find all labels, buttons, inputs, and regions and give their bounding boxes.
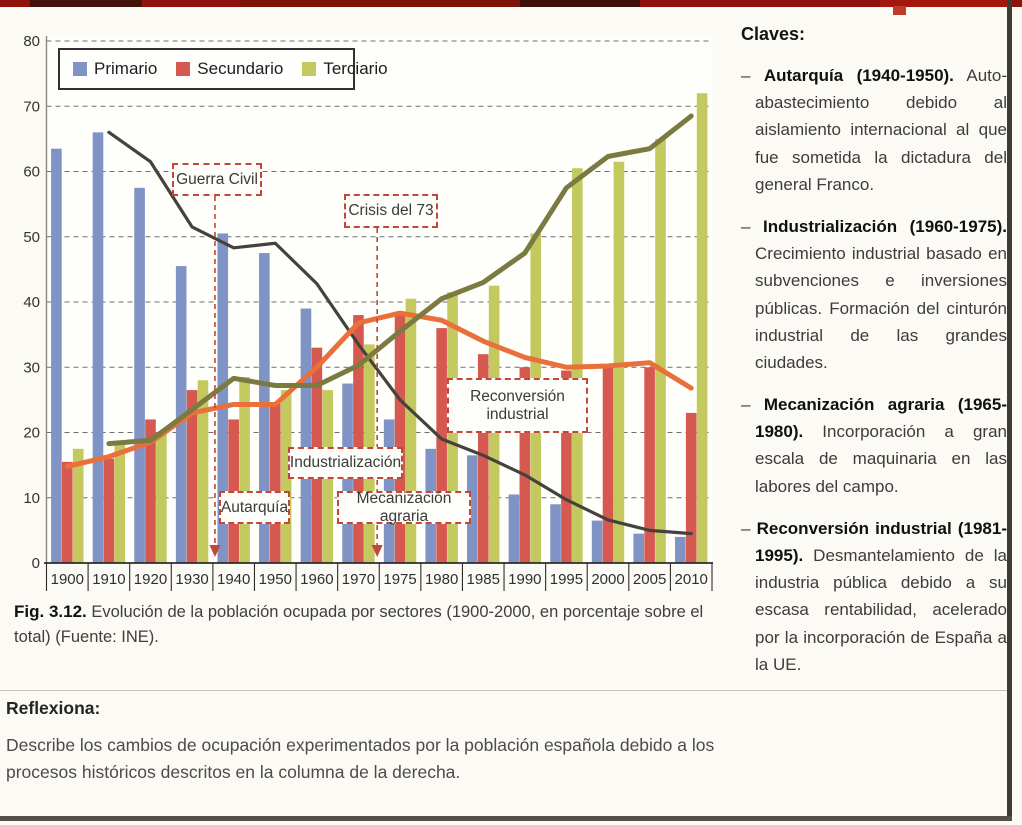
bar xyxy=(644,367,655,563)
reflexiona-block xyxy=(6,698,720,786)
clave-description: Desmantelamiento de la industria pública debido a su escasa rentabilidad, acelerado por la incorporación de España a la UE. xyxy=(755,546,1007,674)
clave-item xyxy=(741,213,1007,376)
legend-label: Primario xyxy=(94,59,158,78)
scan-red-mark xyxy=(893,6,906,15)
x-tick-label: 2000 xyxy=(591,571,625,588)
annotation-industrializacion xyxy=(288,447,403,479)
annotation-mecanizacion-agraria xyxy=(337,491,471,524)
annotation-label: Guerra Civil xyxy=(176,170,258,188)
claves-heading: Claves: xyxy=(741,24,806,44)
x-tick-label: 1970 xyxy=(341,571,376,588)
y-axis-labels xyxy=(23,33,40,572)
legend-label: Secundario xyxy=(197,59,284,78)
bar xyxy=(62,462,73,563)
y-tick-label: 50 xyxy=(23,228,40,246)
x-tick-label: 1980 xyxy=(424,571,459,588)
figure-caption-label: Fig. 3.12. xyxy=(14,602,87,621)
y-tick-label: 0 xyxy=(31,555,40,572)
legend-item-terciario xyxy=(302,59,387,79)
y-tick-label: 80 xyxy=(23,33,40,50)
x-tick-label: 1900 xyxy=(50,571,84,588)
page-border-right xyxy=(1007,0,1012,821)
y-tick-label: 40 xyxy=(23,294,40,311)
annotation-autarquia xyxy=(219,491,290,524)
bar xyxy=(603,364,614,563)
x-tick-label: 1920 xyxy=(133,571,168,588)
legend-swatch xyxy=(302,62,316,76)
bar xyxy=(675,537,686,563)
clave-description: Incorporación a gran escala de maquinaria en las labores del campo. xyxy=(755,422,1007,496)
legend-item-secundario xyxy=(176,59,283,79)
bar xyxy=(395,312,406,563)
reflexiona-heading: Reflexiona: xyxy=(6,698,101,718)
annotation-label: Autarquía xyxy=(220,498,289,516)
y-tick-label: 60 xyxy=(23,163,40,181)
annotation-crisis-del-73 xyxy=(344,194,438,228)
y-tick-label: 30 xyxy=(23,359,40,377)
clave-term: Autarquía (1940-1950). xyxy=(763,66,954,85)
bar xyxy=(134,188,145,563)
x-tick-label: 2005 xyxy=(632,571,667,588)
bar xyxy=(156,433,167,564)
bar xyxy=(655,139,666,563)
x-tick-label: 1975 xyxy=(383,571,417,588)
bar xyxy=(353,315,364,563)
claves-column xyxy=(741,24,1007,693)
x-tick-label: 1940 xyxy=(216,571,251,588)
y-tick-label: 70 xyxy=(23,98,40,116)
bar xyxy=(114,442,125,563)
x-tick-label: 1985 xyxy=(466,571,500,588)
claves-list xyxy=(741,62,1007,678)
x-tick-label: 1960 xyxy=(300,571,334,588)
bar xyxy=(509,494,520,563)
bullet-dash: – xyxy=(741,395,764,415)
legend-label: Terciario xyxy=(323,59,388,78)
bar xyxy=(697,93,708,563)
annotation-guerra-civil xyxy=(172,163,262,196)
bar xyxy=(633,534,644,563)
x-tick-label: 1950 xyxy=(258,571,292,588)
bar xyxy=(592,521,603,563)
legend-swatch xyxy=(176,62,190,76)
bar xyxy=(436,328,447,563)
annotation-label: Mecanización agraria xyxy=(356,489,452,525)
reflexiona-body: Describe los cambios de ocupación experimentados por la población española debido a los procesos históricos descritos en la columna de la derecha. xyxy=(6,735,715,783)
bar xyxy=(270,403,281,563)
x-tick-label: 1930 xyxy=(175,571,209,588)
x-tick-label: 1910 xyxy=(92,571,126,588)
page-border-bottom xyxy=(0,816,1012,821)
bar xyxy=(104,459,115,563)
annotation-reconversion-industrial xyxy=(447,378,588,433)
section-divider xyxy=(0,690,1007,691)
x-tick-label: 2010 xyxy=(674,571,708,588)
clave-item xyxy=(741,391,1007,500)
clave-description: Crecimiento industrial basado en subvenciones e inversiones públicas. Formación del cinturón industrial de las grandes ciudades. xyxy=(755,244,1007,372)
clave-item xyxy=(741,62,1007,198)
x-tick-label: 1990 xyxy=(508,571,542,588)
annotation-label: Crisis del 73 xyxy=(348,202,434,220)
legend-item-primario xyxy=(73,59,157,79)
clave-term: Mecanización agraria (1965-1980). xyxy=(755,395,1007,442)
x-tick-label: 1995 xyxy=(549,571,584,588)
clave-term: Reconversión industrial (1981-1995). xyxy=(755,518,1007,565)
bar xyxy=(51,149,62,563)
annotation-label: Reconversión industrial xyxy=(470,387,565,423)
bullet-dash: – xyxy=(741,216,763,236)
clave-item xyxy=(741,515,1007,678)
bar xyxy=(550,504,561,563)
clave-term: Industrialización (1960-1975). xyxy=(762,216,1007,236)
bullet-dash: – xyxy=(741,518,757,538)
figure-caption-text: Evolución de la población ocupada por sectores (1900-2000, en porcentaje sobre el total) (Fuente: INE). xyxy=(14,603,704,646)
legend-swatch xyxy=(73,62,87,76)
annotation-label: Industrialización xyxy=(289,454,402,472)
bar xyxy=(301,309,312,563)
y-tick-label: 10 xyxy=(23,489,40,507)
clave-description: Auto-abastecimiento debido al aislamiento internacional al que fue sometida la dictadura del general Franco. xyxy=(755,66,1008,194)
chart-legend xyxy=(58,48,388,90)
y-tick-label: 20 xyxy=(23,424,40,442)
bar xyxy=(93,132,104,563)
bar xyxy=(686,413,697,563)
figure-caption xyxy=(14,599,718,650)
bullet-dash: – xyxy=(741,66,764,85)
